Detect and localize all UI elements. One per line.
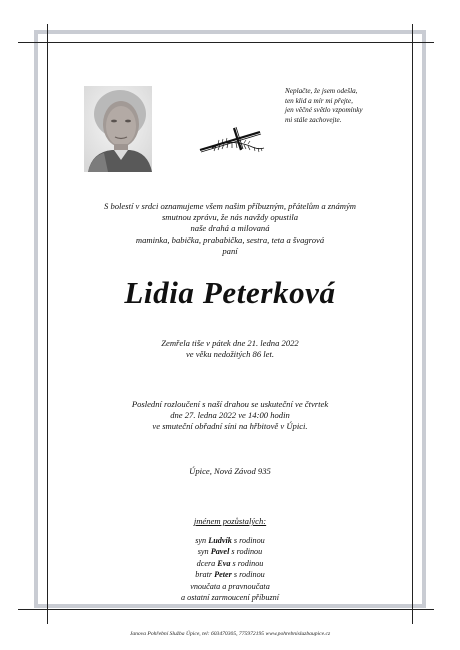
death-info-line: Zemřela tiše v pátek dne 21. ledna 2022 — [161, 338, 299, 348]
survivor-relation: bratr — [195, 570, 215, 580]
survivor-entry — [40, 546, 420, 557]
funeral-info-line: ve smuteční obřadní síni na hřbitově v Úpici. — [152, 421, 308, 432]
memorial-verse — [285, 87, 415, 125]
survivor-suffix: s rodinou — [230, 558, 264, 568]
survivor-relation: dcera — [196, 558, 218, 568]
survivor-suffix: s rodinou — [231, 570, 265, 580]
survivor-entry — [40, 535, 420, 546]
survivor-entry — [40, 558, 420, 569]
announcement-line: maminka, babička, prababička, sestra, teta a švagrová — [135, 234, 325, 245]
closing-line: a ostatní zarmoucení příbuzní — [180, 593, 280, 603]
cross-icon — [194, 124, 268, 163]
survivor-name: Pavel — [210, 547, 230, 557]
survivors-list — [40, 535, 420, 603]
funeral-info — [40, 399, 420, 433]
funeral-info-line: dne 27. ledna 2022 ve 14:00 hodin — [170, 410, 290, 421]
announcement-line: S bolestí v srdci oznamujeme všem našim příbuzným, přátelům a známým — [104, 201, 356, 211]
death-info — [40, 338, 420, 360]
bottom-rule — [18, 609, 434, 610]
top-rule — [18, 42, 434, 43]
left-rule — [47, 24, 48, 624]
survivor-suffix: s rodinou — [229, 547, 263, 557]
announcement-line: naše drahá a milovaná — [190, 223, 270, 234]
survivor-relation: syn — [197, 547, 211, 557]
funeral-service-footer: Janova Pohřební Služba Úpice, tel: 603470305, 775972195 www.pohrebnisluzbaupice.cz — [129, 631, 331, 637]
survivor-name: Eva — [217, 558, 231, 568]
deceased-name: Lidia Peterková — [124, 275, 336, 310]
survivor-name: Ludvík — [208, 536, 232, 545]
closing-line: vnoučata a pravnoučata — [190, 581, 270, 591]
announcement-line: paní — [222, 245, 238, 256]
funeral-info-line: Poslední rozloučení s naší drahou se uskuteční ve čtvrtek — [131, 399, 329, 409]
deceased-portrait — [84, 86, 152, 172]
verse-line: ten klid a mír mi přejte, — [285, 96, 353, 105]
death-info-line: ve věku nedožitých 86 let. — [185, 349, 275, 360]
survivor-relation: syn — [195, 536, 209, 545]
family-address: Úpice, Nová Závod 935 — [189, 466, 271, 476]
verse-line: mi stále zachovejte. — [285, 115, 342, 124]
survivor-suffix: s rodinou — [231, 536, 265, 545]
verse-line: jen věčné světlo vzpomínky — [285, 106, 363, 115]
verse-line: Neplačte, že jsem odešla, — [285, 87, 358, 95]
announcement-text — [40, 201, 420, 257]
survivor-entry — [40, 569, 420, 580]
survivors-title: jménem pozůstalých: — [193, 516, 267, 526]
announcement-line: smutnou zprávu, že nás navždy opustila — [161, 212, 299, 223]
survivor-name: Peter — [214, 570, 232, 580]
